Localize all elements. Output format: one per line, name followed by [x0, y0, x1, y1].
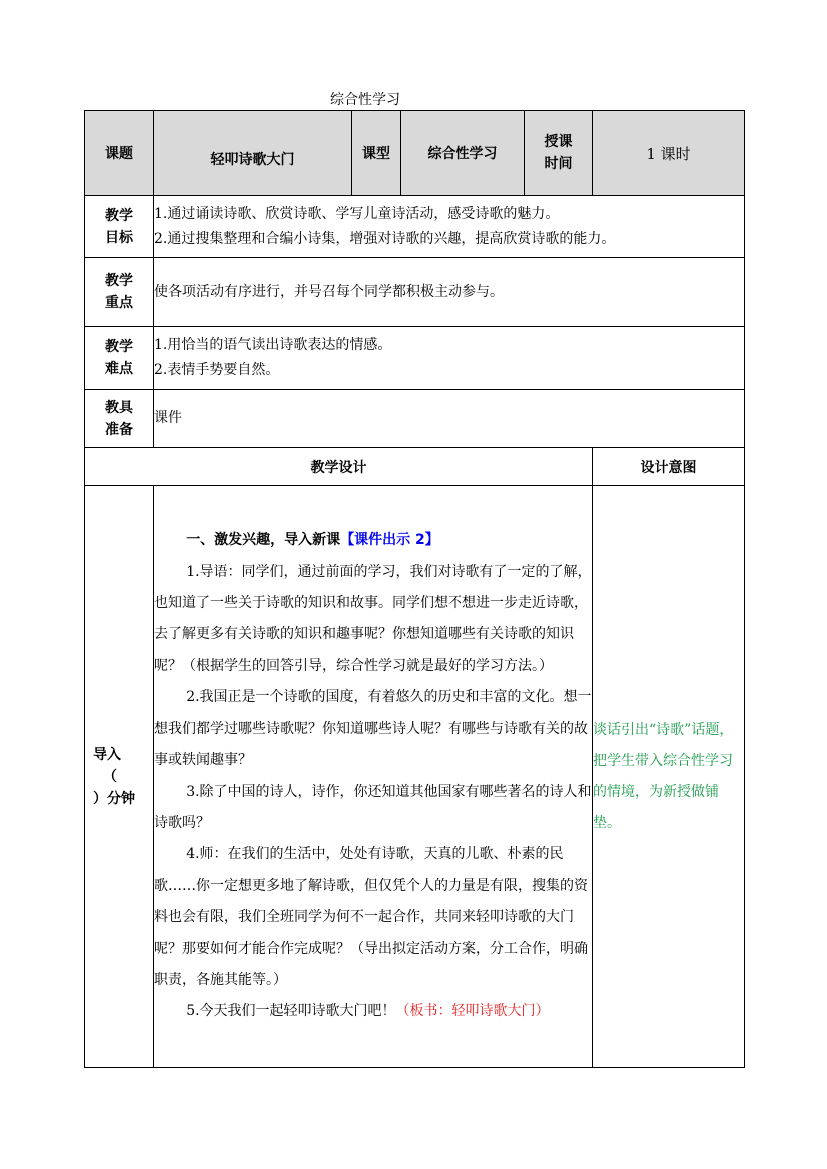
topic-label: 课题	[85, 111, 154, 196]
goals-label-line-2: 目标	[105, 229, 133, 246]
intro-label	[85, 486, 154, 1068]
design-header-row	[85, 448, 745, 486]
page-title: 综合性学习	[330, 92, 400, 108]
intro-row	[85, 486, 745, 1068]
intro-section-title: 一、激发兴趣，导入新课	[186, 532, 341, 549]
type-value: 综合性学习	[401, 111, 525, 196]
time-label	[525, 111, 593, 196]
difficulty-label	[85, 327, 154, 390]
focus-content: 使各项活动有序进行，并号召每个同学都积极主动参与。	[154, 258, 745, 327]
goal-item-2: 2.通过搜集整理和合编小诗集，增强对诗歌的兴趣，提高欣赏诗歌的能力。	[154, 230, 616, 247]
intent-header: 设计意图	[593, 448, 745, 486]
intro-last-text: 5.今天我们一起轻叩诗歌大门吧！	[186, 1003, 396, 1020]
difficulty-item-2: 2.表情手势要自然。	[154, 362, 280, 378]
difficulty-label-line-1: 教学	[105, 339, 133, 355]
tools-row	[85, 390, 745, 448]
topic-value: 轻叩诗歌大门	[154, 111, 352, 196]
intro-paragraph-4: 4.师：在我们的生活中，处处有诗歌，天真的儿歌、朴素的民歌……你一定想更多地了解诗歌，但仅凭个人的力量是有限，搜集的资料也会有限，我们全班同学为何不一起合作，共同来轻叩诗歌的大门呢？那要如何才能合作完成呢？（导出拟定活动方案，分工合作，明确职责，各施其能等。）	[154, 846, 588, 988]
intro-label-line-1: 导入	[93, 746, 121, 763]
goals-label	[85, 196, 154, 258]
difficulty-row	[85, 327, 745, 390]
tools-label-line-1: 教具	[105, 399, 133, 416]
goals-row	[85, 196, 745, 258]
type-label: 课型	[352, 111, 401, 196]
intro-section-tag: 【课件出示 2】	[340, 532, 439, 549]
focus-label-line-1: 教学	[105, 273, 133, 289]
intro-paragraph-3: 3.除了中国的诗人，诗作，你还知道其他国家有哪些著名的诗人和诗歌吗？	[154, 783, 592, 831]
goal-item-1: 1.通过诵读诗歌、欣赏诗歌、学写儿童诗活动，感受诗歌的魅力。	[154, 205, 560, 222]
time-label-line-2: 时间	[544, 156, 573, 172]
intro-section-heading	[154, 525, 592, 556]
time-value: 1 课时	[593, 111, 745, 196]
goals-content	[154, 196, 745, 258]
intro-intent: 谈话引出“诗歌”话题，把学生带入综合性学习的情境，为新授做铺垫。	[593, 486, 745, 1068]
focus-label-line-2: 重点	[105, 295, 133, 311]
intro-design-content	[154, 486, 593, 1068]
difficulty-item-1: 1.用恰当的语气读出诗歌表达的情感。	[154, 337, 392, 353]
time-label-line-1: 授课	[544, 134, 573, 150]
tools-content: 课件	[154, 390, 745, 448]
intro-label-line-2: （	[103, 768, 117, 785]
difficulty-content	[154, 327, 745, 390]
tools-label	[85, 390, 154, 448]
difficulty-label-line-2: 难点	[105, 361, 133, 377]
lesson-plan-table	[84, 110, 745, 1068]
tools-label-line-2: 准备	[105, 421, 133, 438]
header-row	[85, 111, 745, 196]
goals-label-line-1: 教学	[105, 207, 133, 224]
intro-paragraph-1: 1.导语：同学们，通过前面的学习，我们对诗歌有了一定的了解，也知道了一些关于诗歌的知识和故事。同学们想不想进一步走近诗歌，去了解更多有关诗歌的知识和趣事呢？你想知道哪些有关诗歌的知识呢？（根据学生的回答引导，综合性学习就是最好的学习方法。）	[154, 563, 592, 674]
focus-label	[85, 258, 154, 327]
design-header: 教学设计	[85, 448, 593, 486]
intro-paragraph-5	[154, 996, 592, 1027]
focus-row	[85, 258, 745, 327]
intro-label-line-3: ）分钟	[93, 790, 135, 807]
intro-paragraph-2: 2.我国正是一个诗歌的国度，有着悠久的历史和丰富的文化。想一想我们都学过哪些诗歌呢？你知道哪些诗人呢？有哪些与诗歌有关的故事或轶闻趣事？	[154, 689, 592, 769]
intro-board-note: （板书：轻叩诗歌大门）	[395, 1003, 550, 1020]
